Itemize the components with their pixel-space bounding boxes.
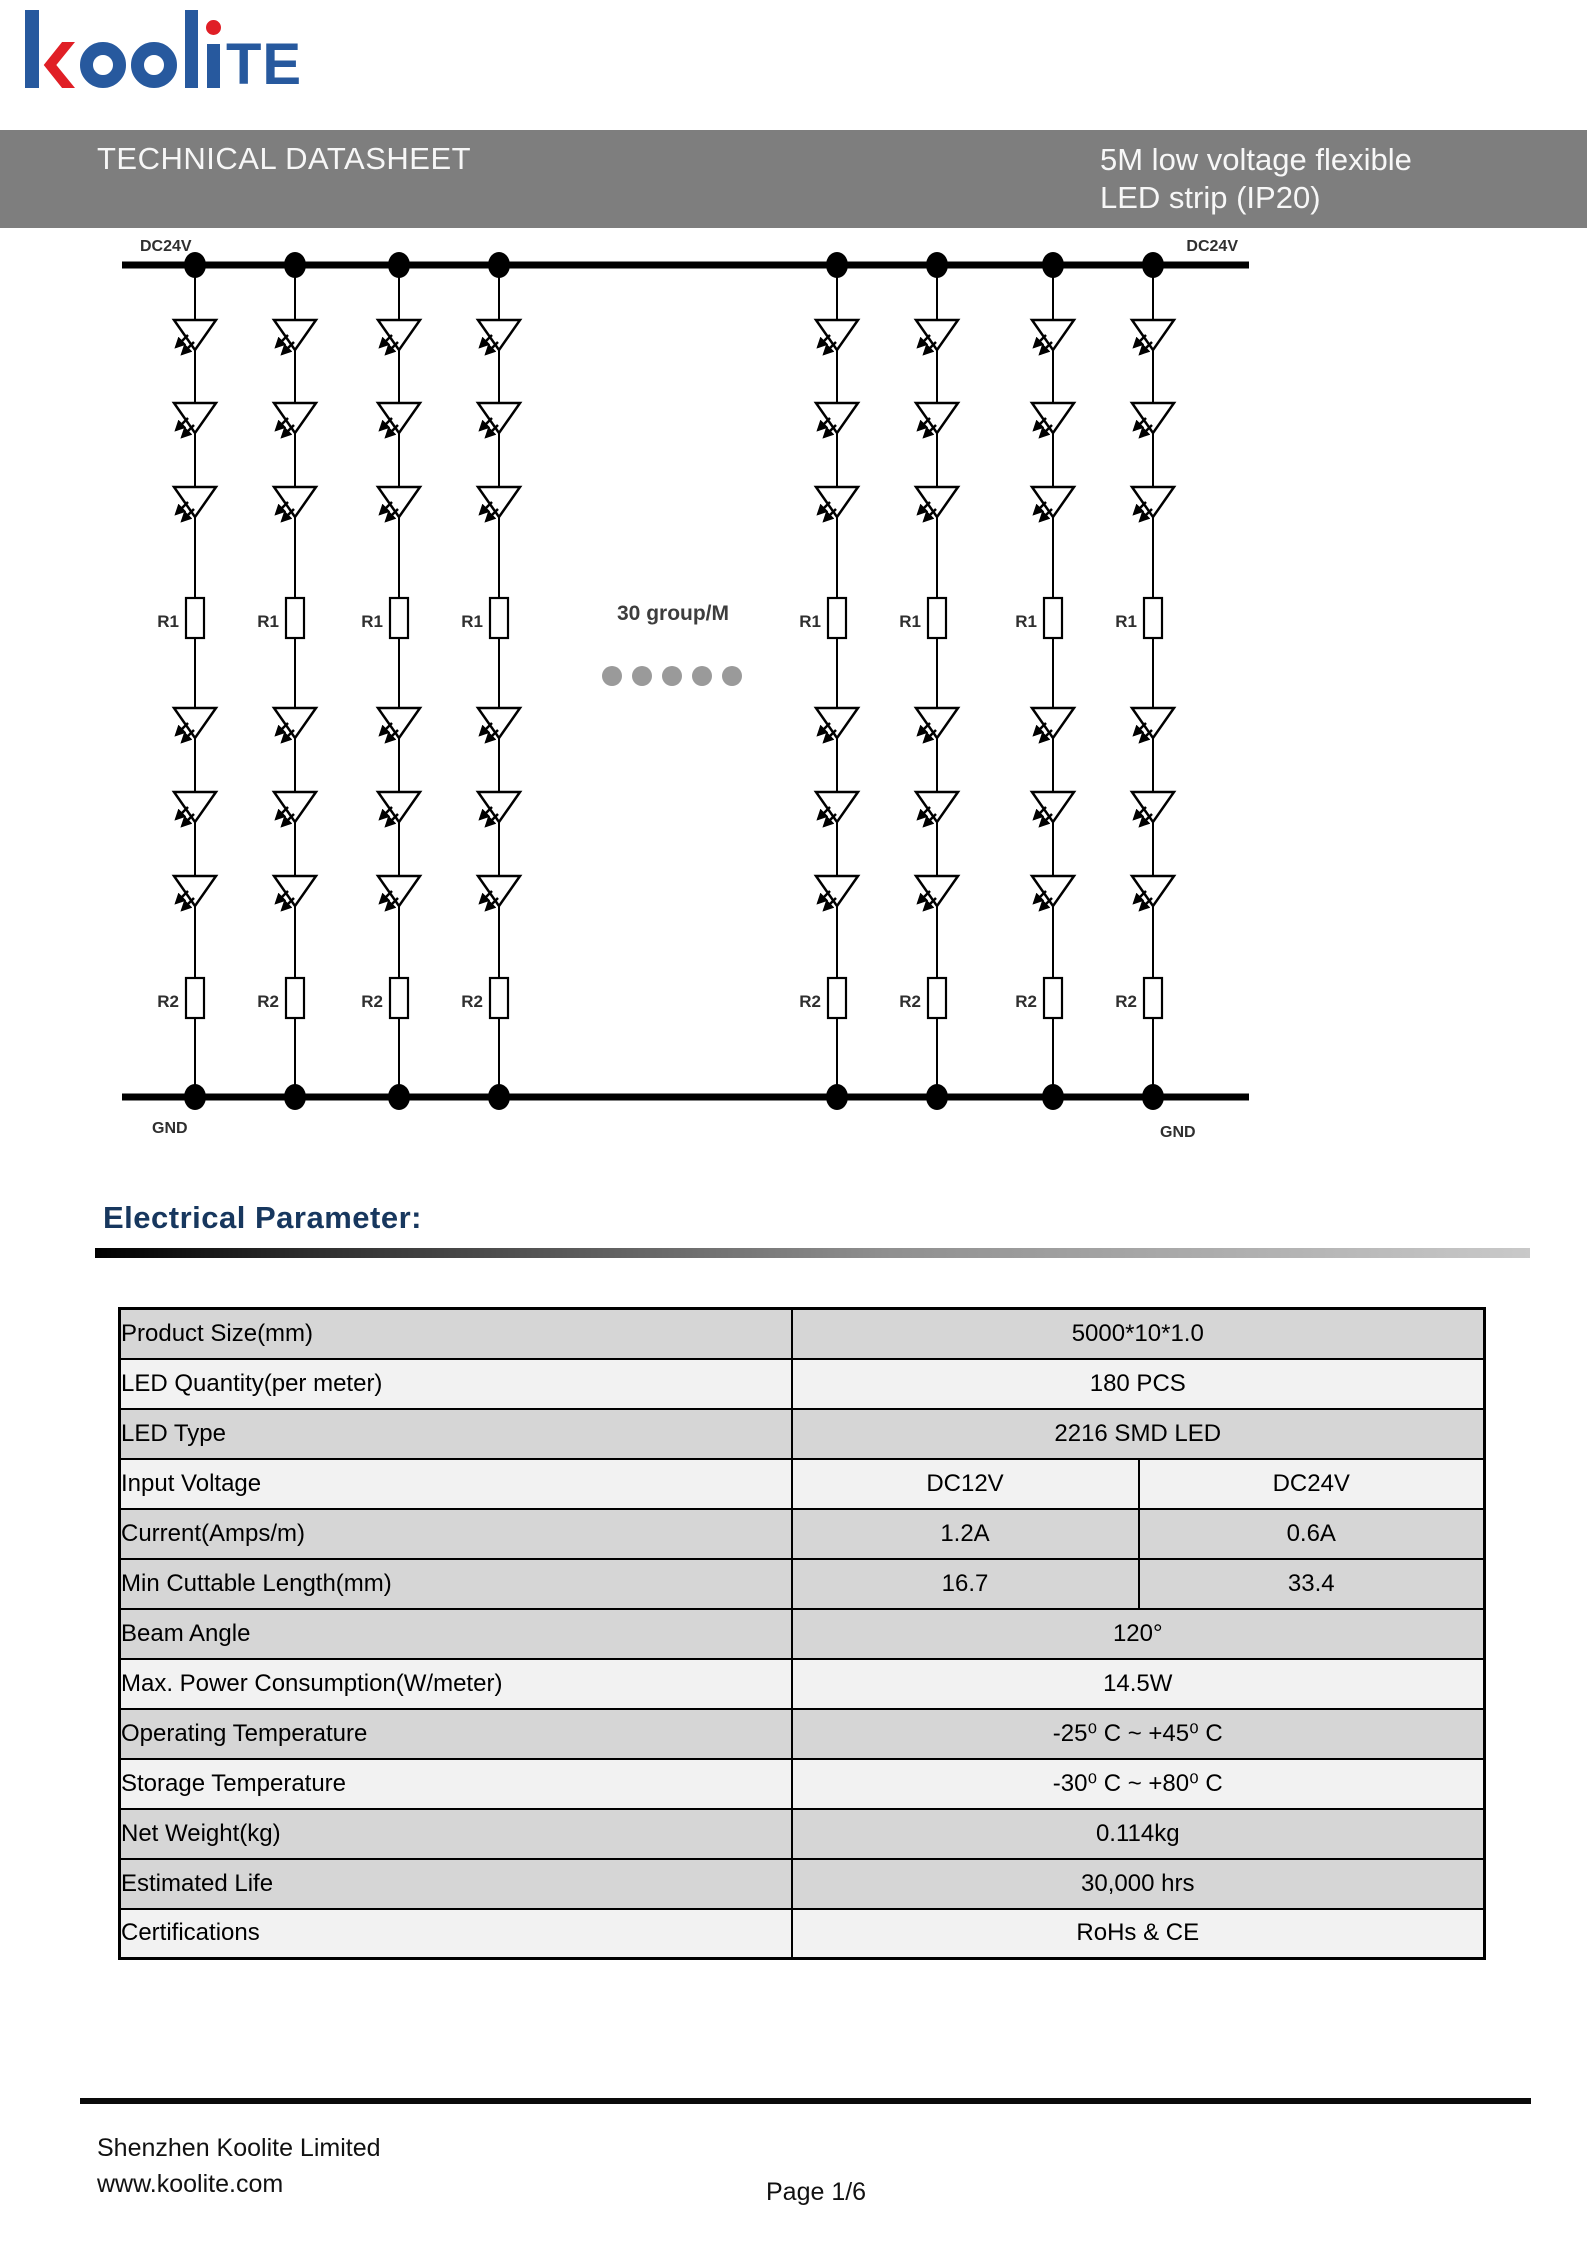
table-row: [120, 1859, 1485, 1909]
gnd-label-right: GND: [1160, 1124, 1196, 1141]
title-bar: [0, 130, 1587, 228]
param-value: 14.5W: [792, 1659, 1485, 1709]
param-value: -30⁰ C ~ +80⁰ C: [792, 1759, 1485, 1809]
dc24v-label-left: DC24V: [140, 238, 192, 255]
param-label: Input Voltage: [120, 1459, 792, 1509]
param-label: Max. Power Consumption(W/meter): [120, 1659, 792, 1709]
circuit-column: [461, 252, 520, 1110]
param-label: Beam Angle: [120, 1609, 792, 1659]
param-label: Current(Amps/m): [120, 1509, 792, 1559]
gnd-label-left: GND: [152, 1120, 188, 1137]
param-label: Certifications: [120, 1909, 792, 1959]
param-label: LED Quantity(per meter): [120, 1359, 792, 1409]
param-label: Product Size(mm): [120, 1309, 792, 1359]
table-row: [120, 1459, 1485, 1509]
logo-letter-l: [185, 10, 198, 88]
footer-company-block: [97, 2130, 381, 2202]
continuation-dots: [602, 666, 742, 686]
param-value-dc24v: 33.4: [1139, 1559, 1485, 1609]
logo-letter-i: [206, 20, 221, 88]
table-row: [120, 1759, 1485, 1809]
param-value-dc12v: 1.2A: [792, 1509, 1139, 1559]
param-value: 2216 SMD LED: [792, 1409, 1485, 1459]
param-value: 0.114kg: [792, 1809, 1485, 1859]
table-row: [120, 1709, 1485, 1759]
param-value-dc24v: 0.6A: [1139, 1509, 1485, 1559]
dc24v-label-right: DC24V: [1186, 238, 1238, 255]
table-row: [120, 1609, 1485, 1659]
param-value: 180 PCS: [792, 1359, 1485, 1409]
logo-letter-o: [80, 42, 126, 88]
table-row: [120, 1309, 1485, 1359]
param-label: LED Type: [120, 1409, 792, 1459]
table-row: [120, 1409, 1485, 1459]
param-value-dc12v: 16.7: [792, 1559, 1139, 1609]
circuit-column: [257, 252, 316, 1110]
param-value-dc24v: DC24V: [1139, 1459, 1485, 1509]
table-row: [120, 1659, 1485, 1709]
gradient-divider: [95, 1248, 1530, 1258]
page-number: Page 1/6: [766, 2178, 867, 2206]
logo-k-chevron: [41, 42, 75, 88]
param-label: Net Weight(kg): [120, 1809, 792, 1859]
logo-letter-o: [131, 42, 177, 88]
circuit-column: [1015, 252, 1074, 1110]
document-title: TECHNICAL DATASHEET: [97, 141, 472, 176]
product-subtitle-line2: LED strip (IP20): [1100, 180, 1321, 215]
table-row: [120, 1809, 1485, 1859]
param-label: Min Cuttable Length(mm): [120, 1559, 792, 1609]
logo-k-stem: [25, 10, 39, 88]
logo-letters-te: TE: [226, 32, 303, 97]
param-value-dc12v: DC12V: [792, 1459, 1139, 1509]
circuit-column: [799, 252, 858, 1110]
circuit-column: [157, 252, 216, 1110]
param-value: -25⁰ C ~ +45⁰ C: [792, 1709, 1485, 1759]
param-value: RoHs & CE: [792, 1909, 1485, 1959]
product-subtitle: [1100, 141, 1412, 217]
company-name: Shenzhen Koolite Limited: [97, 2134, 381, 2162]
logo-i-dot: [206, 20, 221, 35]
company-website: www.koolite.com: [97, 2170, 284, 2198]
circuit-column: [1115, 252, 1174, 1110]
table-row: [120, 1359, 1485, 1409]
circuit-diagram: [0, 230, 1587, 1150]
footer-divider: [80, 2098, 1531, 2104]
param-label: Operating Temperature: [120, 1709, 792, 1759]
table-row: [120, 1559, 1485, 1609]
param-value: 120°: [792, 1609, 1485, 1659]
product-subtitle-line1: 5M low voltage flexible: [1100, 142, 1412, 177]
logo-i-bar: [207, 44, 220, 88]
group-per-meter-label: 30 group/M: [617, 602, 730, 625]
param-label: Estimated Life: [120, 1859, 792, 1909]
param-label: Storage Temperature: [120, 1759, 792, 1809]
section-heading: Electrical Parameter:: [103, 1200, 422, 1235]
circuit-column: [361, 252, 420, 1110]
param-value: 5000*10*1.0: [792, 1309, 1485, 1359]
koolite-logo: [25, 6, 303, 97]
table-row: [120, 1509, 1485, 1559]
param-value: 30,000 hrs: [792, 1859, 1485, 1909]
table-row: [120, 1909, 1485, 1959]
circuit-column: [899, 252, 958, 1110]
electrical-parameter-table: [118, 1307, 1486, 1960]
